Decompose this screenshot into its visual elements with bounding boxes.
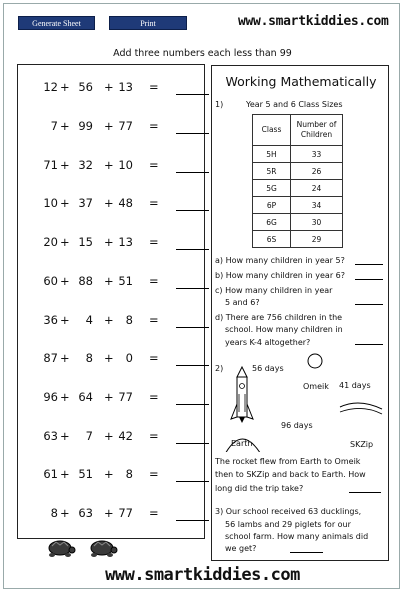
answer-blank[interactable] (176, 94, 209, 95)
label-earth: Earth (231, 439, 253, 448)
num-b: 32 (78, 158, 93, 172)
num-b: 51 (78, 467, 93, 481)
table-cell-class: 6P (253, 197, 291, 214)
print-button[interactable]: Print (109, 16, 187, 30)
plus-sign: + (104, 80, 114, 94)
num-b: 64 (78, 390, 93, 404)
plus-sign: + (60, 235, 70, 249)
question-3-line4: we get? (225, 544, 257, 553)
table-cell-count: 30 (291, 214, 343, 231)
plus-sign: + (60, 429, 70, 443)
table-cell-class: 5R (253, 163, 291, 180)
num-b: 4 (85, 313, 93, 327)
question-3-line3: school farm. How many animals did (225, 532, 369, 541)
num-b: 88 (78, 274, 93, 288)
table-header-class: Class (253, 115, 291, 146)
class-sizes-table (252, 114, 343, 248)
table-row (253, 231, 343, 248)
plus-sign: + (60, 119, 70, 133)
num-c: 51 (118, 274, 133, 288)
generate-sheet-button[interactable]: Generate Sheet (18, 16, 95, 30)
equals-sign: = (149, 351, 159, 365)
num-c: 10 (118, 158, 133, 172)
equals-sign: = (149, 196, 159, 210)
question-2-line3: long did the trip take? (215, 484, 304, 493)
plus-sign: + (104, 351, 114, 365)
plus-sign: + (104, 235, 114, 249)
plus-sign: + (104, 274, 114, 288)
table-header-children: Number of Children (291, 115, 343, 146)
equals-sign: = (149, 235, 159, 249)
answer-line-1d[interactable] (355, 344, 383, 345)
question-1c-line1: c) How many children in year (215, 286, 333, 295)
addition-problems-panel (17, 64, 205, 539)
num-b: 7 (85, 429, 93, 443)
addition-problem-row (18, 313, 206, 331)
question-1d-line1: d) There are 756 children in the (215, 313, 343, 322)
site-url-header: www.smartkiddies.com (238, 14, 389, 29)
addition-problem-row (18, 390, 206, 408)
question-3-line2: 56 lambs and 29 piglets for our (225, 520, 351, 529)
addition-problem-row (18, 158, 206, 176)
table-row (253, 180, 343, 197)
table-row (253, 197, 343, 214)
answer-blank[interactable] (176, 443, 209, 444)
num-b: 63 (78, 506, 93, 520)
question-1-number: 1) (215, 100, 224, 109)
num-c: 13 (118, 235, 133, 249)
table-cell-count: 34 (291, 197, 343, 214)
num-b: 99 (78, 119, 93, 133)
plus-sign: + (60, 158, 70, 172)
plus-sign: + (104, 313, 114, 327)
num-c: 48 (118, 196, 133, 210)
plus-sign: + (104, 506, 114, 520)
addition-problem-row (18, 119, 206, 137)
question-1-heading: Year 5 and 6 Class Sizes (246, 100, 343, 109)
plus-sign: + (104, 119, 114, 133)
answer-line-1b[interactable] (355, 279, 383, 280)
answer-blank[interactable] (176, 365, 209, 366)
plus-sign: + (60, 196, 70, 210)
num-a: 20 (43, 235, 58, 249)
table-row (253, 214, 343, 231)
answer-blank[interactable] (176, 133, 209, 134)
num-b: 37 (78, 196, 93, 210)
answer-line-1a[interactable] (355, 264, 383, 265)
num-c: 0 (125, 351, 133, 365)
num-a: 10 (43, 196, 58, 210)
num-c: 77 (118, 506, 133, 520)
num-a: 71 (43, 158, 58, 172)
plus-sign: + (104, 196, 114, 210)
num-c: 8 (125, 467, 133, 481)
answer-blank[interactable] (176, 249, 209, 250)
equals-sign: = (149, 467, 159, 481)
addition-problem-row (18, 429, 206, 447)
num-c: 42 (118, 429, 133, 443)
num-a: 96 (43, 390, 58, 404)
answer-blank[interactable] (176, 172, 209, 173)
plus-sign: + (60, 351, 70, 365)
plus-sign: + (104, 467, 114, 481)
answer-blank[interactable] (176, 520, 209, 521)
answer-blank[interactable] (176, 327, 209, 328)
answer-line-1c[interactable] (355, 304, 383, 305)
addition-problem-row (18, 274, 206, 292)
question-1a: a) How many children in year 5? (215, 256, 345, 265)
equals-sign: = (149, 158, 159, 172)
num-c: 13 (118, 80, 133, 94)
plus-sign: + (104, 429, 114, 443)
plus-sign: + (60, 274, 70, 288)
plus-sign: + (60, 506, 70, 520)
question-3-line1: 3) Our school received 63 ducklings, (215, 507, 362, 516)
question-2-number: 2) (215, 364, 224, 373)
panel-title: Working Mathematically (225, 74, 377, 89)
table-cell-count: 29 (291, 231, 343, 248)
equals-sign: = (149, 390, 159, 404)
answer-blank[interactable] (176, 210, 209, 211)
question-1b: b) How many children in year 6? (215, 271, 345, 280)
num-a: 87 (43, 351, 58, 365)
table-cell-class: 6S (253, 231, 291, 248)
addition-problem-row (18, 506, 206, 524)
question-1d-line2: school. How many children in (225, 325, 343, 334)
question-2-line2: then to SKZip and back to Earth. How (215, 470, 366, 479)
rocket-icon (231, 367, 253, 423)
answer-line-2[interactable] (349, 492, 381, 493)
plus-sign: + (104, 390, 114, 404)
working-mathematically-panel (211, 65, 389, 561)
num-a: 8 (50, 506, 58, 520)
answer-blank[interactable] (176, 288, 209, 289)
num-a: 7 (50, 119, 58, 133)
label-56-days: 56 days (252, 364, 284, 373)
num-a: 61 (43, 467, 58, 481)
planet-skzip-icon (340, 403, 382, 414)
num-b: 56 (78, 80, 93, 94)
question-1c-line2: 5 and 6? (225, 298, 260, 307)
planet-omeik-icon (308, 354, 322, 368)
table-cell-class: 5H (253, 146, 291, 163)
table-cell-count: 26 (291, 163, 343, 180)
table-cell-count: 33 (291, 146, 343, 163)
num-a: 63 (43, 429, 58, 443)
label-skzip: SKZip (350, 440, 374, 449)
num-a: 60 (43, 274, 58, 288)
equals-sign: = (149, 80, 159, 94)
answer-line-3[interactable] (290, 552, 323, 553)
num-a: 36 (43, 313, 58, 327)
table-cell-class: 6G (253, 214, 291, 231)
table-cell-class: 5G (253, 180, 291, 197)
table-cell-count: 24 (291, 180, 343, 197)
site-url-footer: www.smartkiddies.com (105, 565, 300, 585)
space-route-diagram (212, 352, 390, 452)
equals-sign: = (149, 274, 159, 288)
label-omeik: Omeik (303, 382, 329, 391)
label-96-days: 96 days (281, 421, 313, 430)
plus-sign: + (60, 80, 70, 94)
equals-sign: = (149, 313, 159, 327)
equals-sign: = (149, 119, 159, 133)
num-c: 77 (118, 119, 133, 133)
table-row (253, 163, 343, 180)
addition-problem-row (18, 196, 206, 214)
plus-sign: + (60, 313, 70, 327)
table-row (253, 146, 343, 163)
plus-sign: + (60, 390, 70, 404)
equals-sign: = (149, 429, 159, 443)
plus-sign: + (104, 158, 114, 172)
num-b: 15 (78, 235, 93, 249)
addition-problem-row (18, 235, 206, 253)
answer-blank[interactable] (176, 404, 209, 405)
num-c: 8 (125, 313, 133, 327)
num-a: 12 (43, 80, 58, 94)
turtle-mascots-icon (43, 536, 123, 558)
addition-problem-row (18, 80, 206, 98)
addition-problem-row (18, 467, 206, 485)
equals-sign: = (149, 506, 159, 520)
num-c: 77 (118, 390, 133, 404)
question-1d-line3: years K-4 altogether? (225, 338, 311, 347)
label-41-days: 41 days (339, 381, 371, 390)
worksheet-subtitle: Add three numbers each less than 99 (113, 48, 292, 59)
question-2-line1: The rocket flew from Earth to Omeik (215, 457, 361, 466)
answer-blank[interactable] (176, 481, 209, 482)
table-header-row (253, 115, 343, 146)
num-b: 8 (85, 351, 93, 365)
addition-problem-row (18, 351, 206, 369)
plus-sign: + (60, 467, 70, 481)
